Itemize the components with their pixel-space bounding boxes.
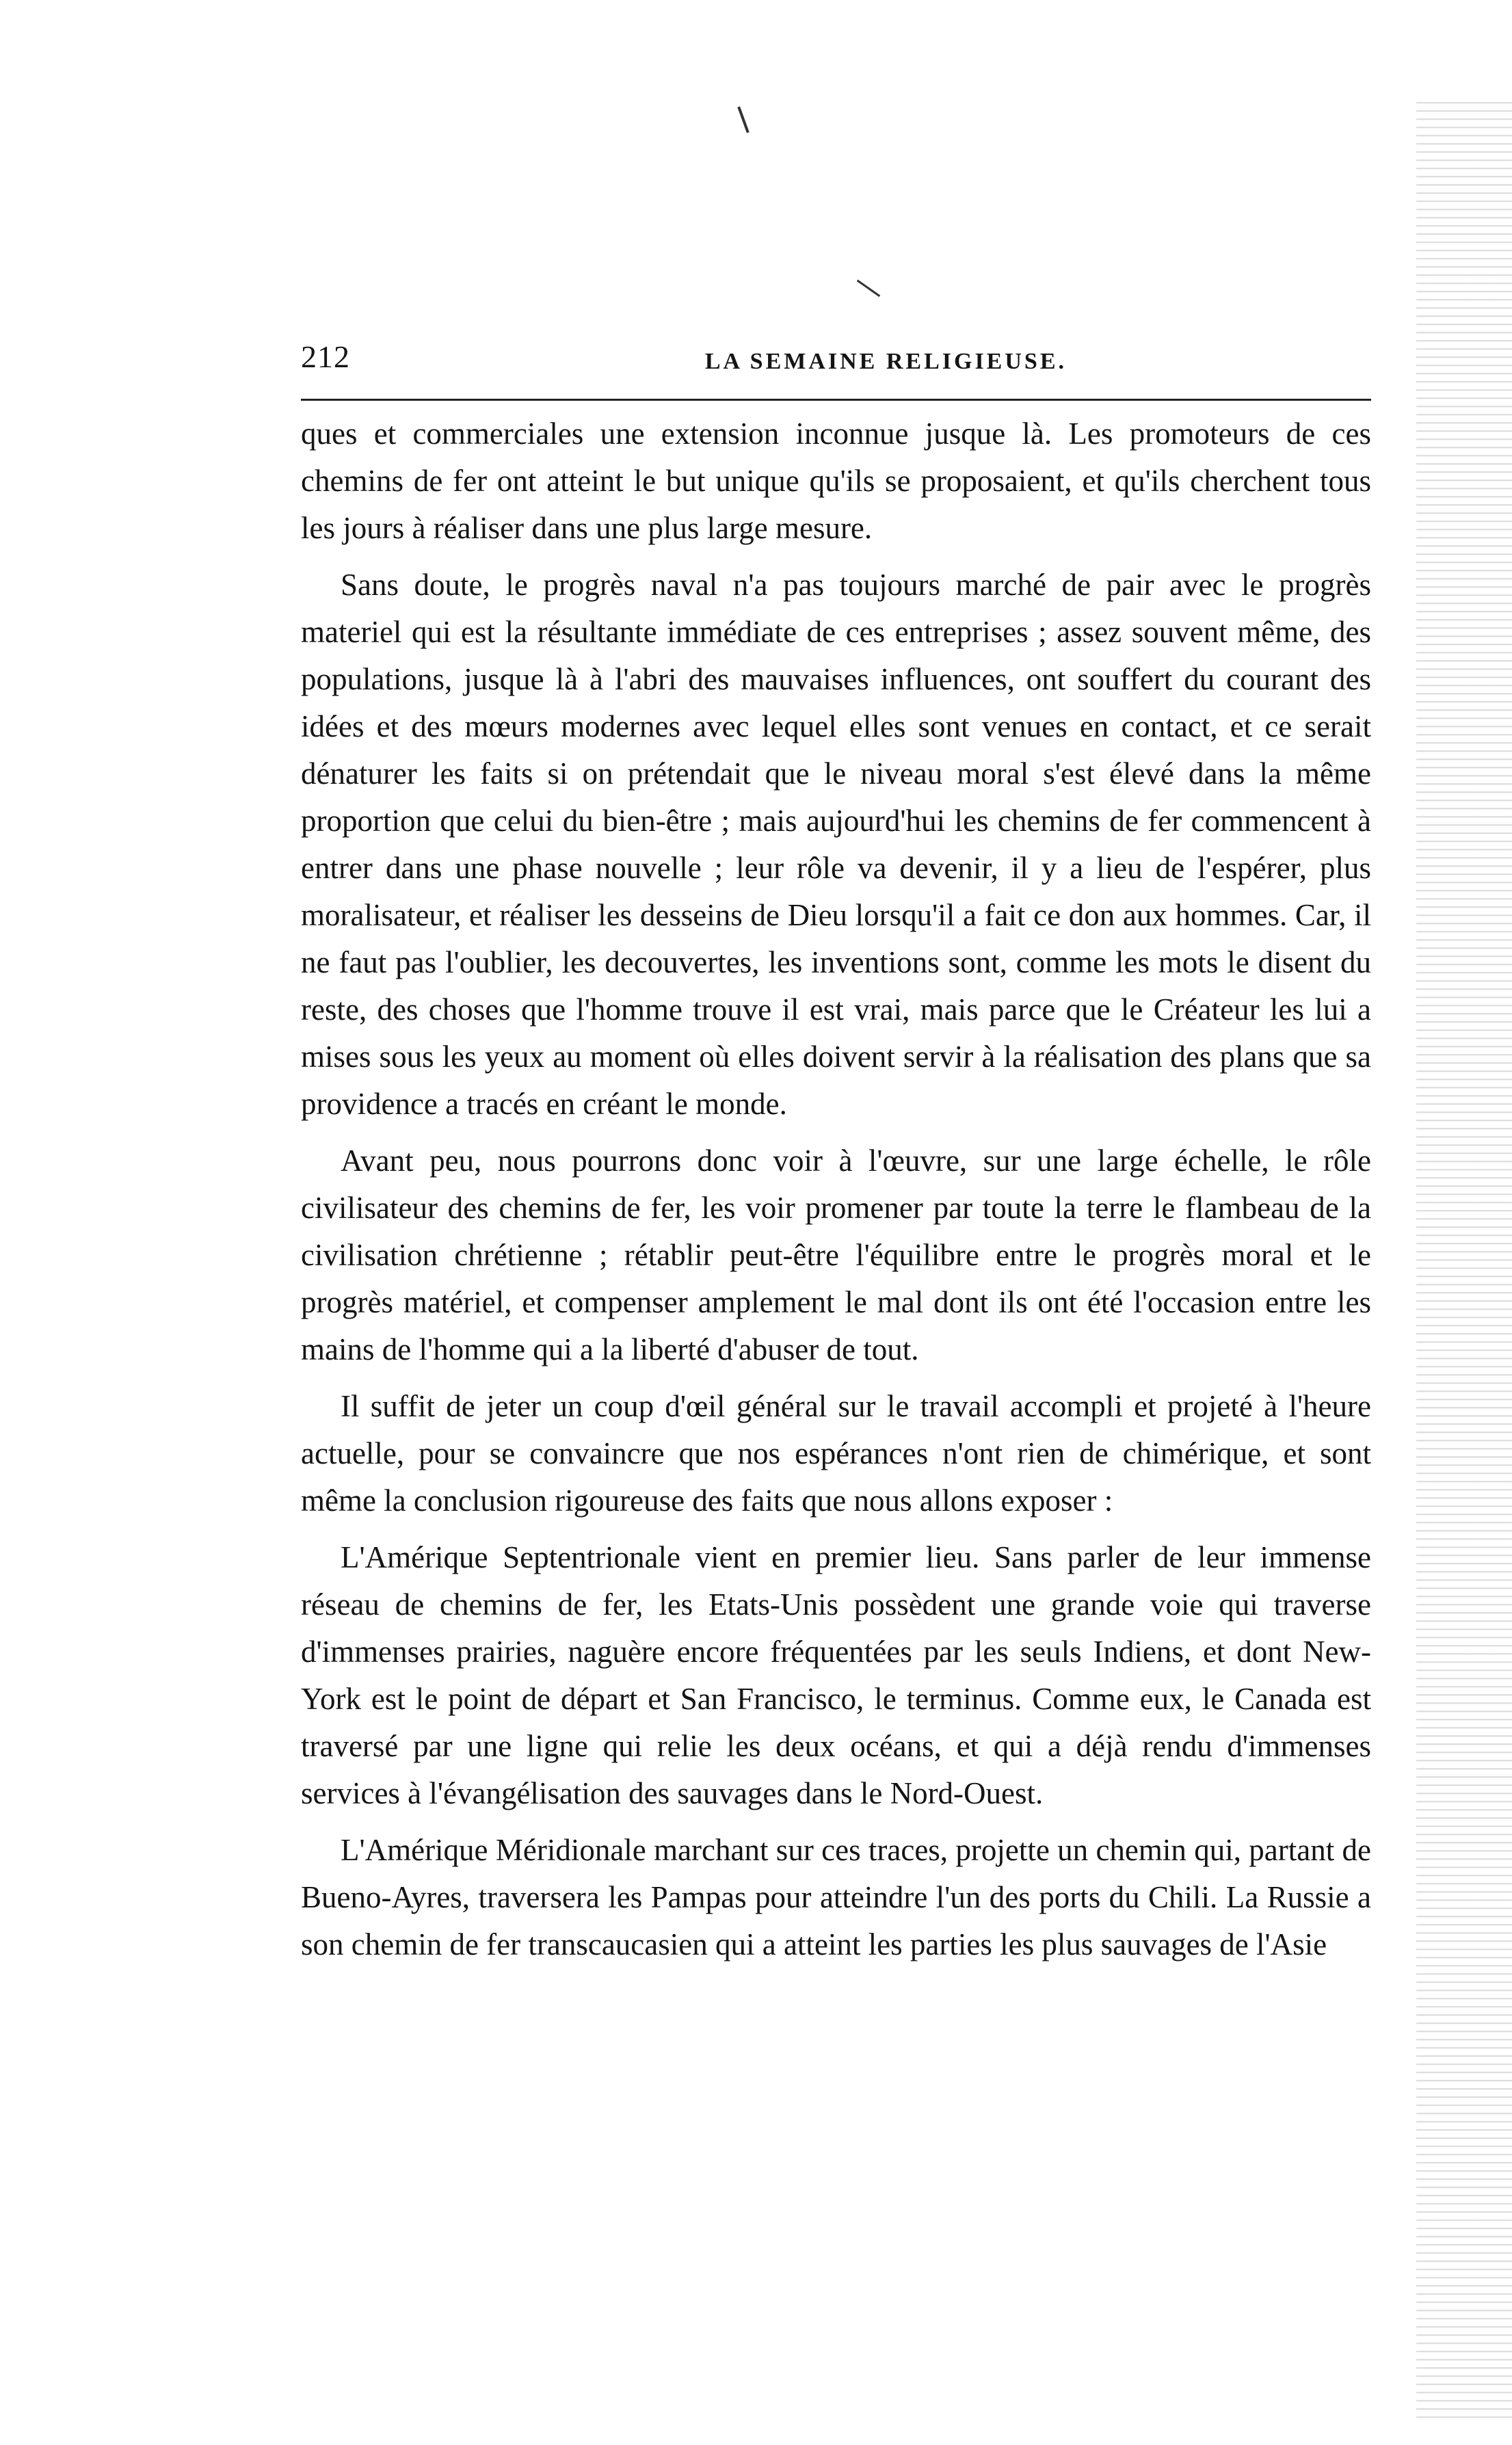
paragraph: L'Amérique Septentrionale vient en premier lieu. Sans parler de leur immense réseau de chemins de fer, les Etats-Unis possèdent une grande voie qui traverse d'immenses prairies, naguère encore fréquentées par les seuls Indiens, et dont New-York est le point de départ et San Francisco, le terminus. Comme eux, le Canada est traversé par une ligne qui relie les deux océans, et qui a déjà rendu d'immenses services à l'évangélisation des sauvages dans le Nord-Ouest. [301,1540,1371,1810]
header-rule [301,399,1371,401]
running-title: LA SEMAINE RELIGIEUSE. [704,349,1067,374]
paragraph: L'Amérique Méridionale marchant sur ces traces, projette un chemin qui, partant de Bueno-Ayres, traversera les Pampas pour atteindre l'un des ports du Chili. La Russie a son chemin de fer transcaucasien qui a atteint les parties les plus sauvages de l'Asie [301,1833,1371,1961]
scan-speck [737,107,749,133]
scan-edge-noise [1416,96,1512,2421]
scan-speck [857,280,880,297]
paragraph: Avant peu, nous pourrons donc voir à l'œuvre, sur une large échelle, le rôle civilisateur des chemins de fer, les voir promener par toute la terre le flambeau de la civilisation chrétienne ; rétablir peut-être l'équilibre entre le progrès moral et le progrès matériel, et compenser amplement le mal dont ils ont été l'occasion entre les mains de l'homme qui a la liberté d'abuser de tout. [301,1144,1371,1366]
page-header [301,334,1368,375]
page-number: 212 [301,339,350,374]
paragraph: Il suffit de jeter un coup d'œil général sur le travail accompli et projeté à l'heure actuelle, pour se convaincre que nos espérances n'ont rien de chimérique, et sont même la conclusion rigoureuse des faits que nous allons exposer : [301,1389,1371,1518]
article-body [301,410,1371,1978]
paragraph: Sans doute, le progrès naval n'a pas toujours marché de pair avec le progrès materiel qui est la résultante immédiate de ces entreprises ; assez souvent même, des populations, jusque là à l'abri des mauvaises influences, ont souffert du courant des idées et des mœurs modernes avec lequel elles sont venues en contact, et ce serait dénaturer les faits si on prétendait que le niveau moral s'est élevé dans la même proportion que celui du bien-être ; mais aujourd'hui les chemins de fer commencent à entrer dans une phase nouvelle ; leur rôle va devenir, il y a lieu de l'espérer, plus moralisateur, et réaliser les desseins de Dieu lorsqu'il a fait ce don aux hommes. Car, il ne faut pas l'oublier, les decouvertes, les inventions sont, comme les mots le disent du reste, des choses que l'homme trouve il est vrai, mais parce que le Créateur les lui a mises sous les yeux au moment où elles doivent servir à la réalisation des plans que sa providence a tracés en créant le monde. [301,568,1371,1121]
paragraph: ques et commerciales une extension inconnue jusque là. Les promoteurs de ces chemins de fer ont atteint le but unique qu'ils se proposaient, et qu'ils cherchent tous les jours à réaliser dans une plus large mesure. [301,417,1371,545]
